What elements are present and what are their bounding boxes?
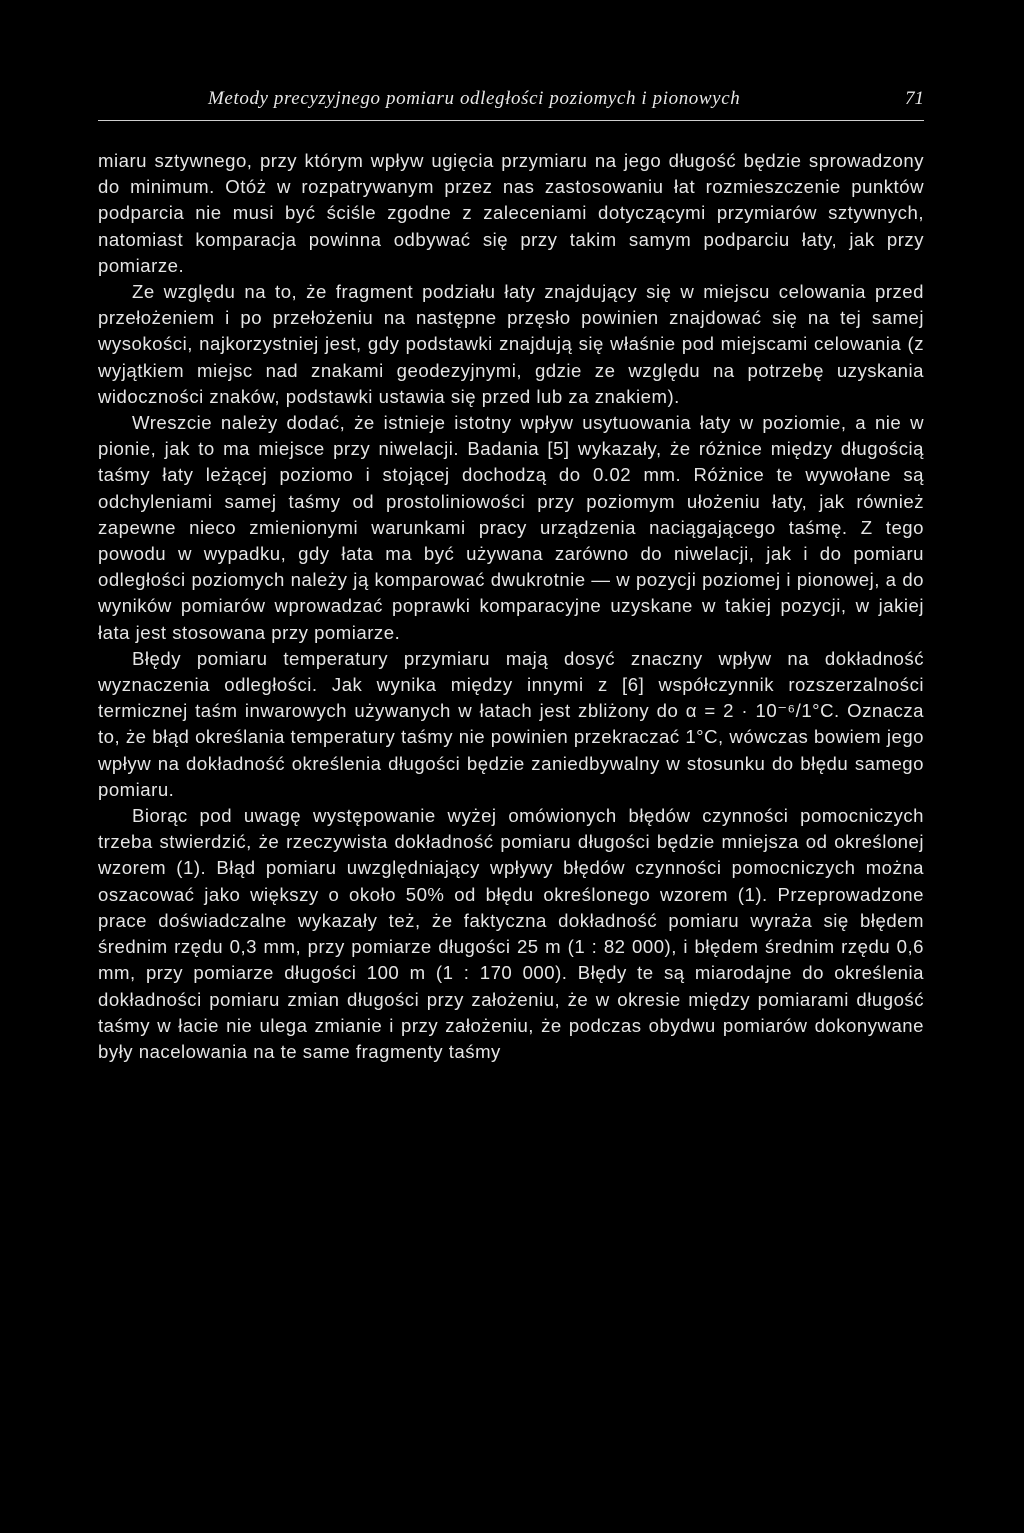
- paragraph-orientation-effect: Wreszcie należy dodać, że istnieje istotny wpływ usytuowania łaty w poziomie, a nie w pionie, jak to ma miejsce przy niwelacji. Badania [5] wykazały, że różnice między długością taśmy łaty leżącej poziomo i stojącej dochodzą do 0.02 mm. Różnice te wywołane są odchyleniami samej taśmy od prostoliniowości przy poziomym ułożeniu łaty, jak również zapewne nieco zmienionymi warunkami pracy urządzenia naciągającego taśmę. Z tego powodu w wypadku, gdy łata ma być używana zarówno do niwelacji, jak i do pomiaru odległości poziomych należy ją komparować dwukrotnie — w pozycji poziomej i pionowej, a do wyników pomiarów wprowadzać poprawki komparacyjne uzyskane w takiej pozycji, w jakiej łata jest stosowana przy pomiarze.: [98, 412, 924, 643]
- page-number: 71: [905, 88, 924, 109]
- body-text: [98, 148, 924, 1065]
- paragraph-temperature-errors: Błędy pomiaru temperatury przymiaru mają dosyć znaczny wpływ na dokładność wyznaczenia odległości. Jak wynika między innymi z [6] współczynnik rozszerzalności termicznej taśm inwarowych używanych w łatach jest zbliżony do α = 2 · 10⁻⁶/1°C. Oznacza to, że błąd określania temperatury taśmy nie powinien przekraczać 1°C, wówczas bowiem jego wpływ na dokładność określenia długości będzie zaniedbywalny w stosunku do błędu samego pomiaru.: [98, 647, 924, 800]
- running-head: [98, 88, 924, 118]
- running-title: Metody precyzyjnego pomiaru odległości poziomych i pionowych: [208, 88, 741, 109]
- paragraph-support-placement: Ze względu na to, że fragment podziału łaty znajdujący się w miejscu celowania przed przełożeniem i po przełożeniu na następne przęsło powinien znajdować się na tej samej wysokości, najkorzystniej jest, gdy podstawki znajdują się właśnie pod miejscami celowania (z wyjątkiem miejsc nad znakami geodezyjnymi, gdzie ze względu na potrzebę uzyskania widoczności znaków, podstawki ustawia się przed lub za znakiem).: [98, 281, 924, 407]
- paragraph-continuation: miaru sztywnego, przy którym wpływ ugięcia przymiaru na jego długość będzie sprowadzony do minimum. Otóż w rozpatrywanym przez nas zastosowaniu łat rozmieszczenie punktów podparcia nie musi być ściśle zgodne z zaleceniami dotyczącymi przymiarów sztywnych, natomiast komparacja powinna odbywać się przy takim samym podparciu łaty, jak przy pomiarze.: [98, 150, 924, 276]
- paragraph-overall-accuracy: Biorąc pod uwagę występowanie wyżej omówionych błędów czynności pomocniczych trzeba stwierdzić, że rzeczywista dokładność pomiaru długości będzie mniejsza od określonej wzorem (1). Błąd pomiaru uwzględniający wpływy błędów czynności pomocniczych można oszacować jako większy o około 50% od błędu określonego wzorem (1). Przeprowadzone prace doświadczalne wykazały też, że faktyczna dokładność pomiaru wyraża się błędem średnim rzędu 0,3 mm, przy pomiarze długości 25 m (1 : 82 000), i błędem średnim rzędu 0,6 mm, przy pomiarze długości 100 m (1 : 170 000). Błędy te są miarodajne do określenia dokładności pomiaru zmian długości przy założeniu, że w okresie między pomiarami długość taśmy w łacie nie ulega zmianie i przy założeniu, że podczas obydwu pomiarów dokonywane były nacelowania na te same fragmenty taśmy: [98, 805, 924, 1062]
- header-rule: [98, 120, 924, 121]
